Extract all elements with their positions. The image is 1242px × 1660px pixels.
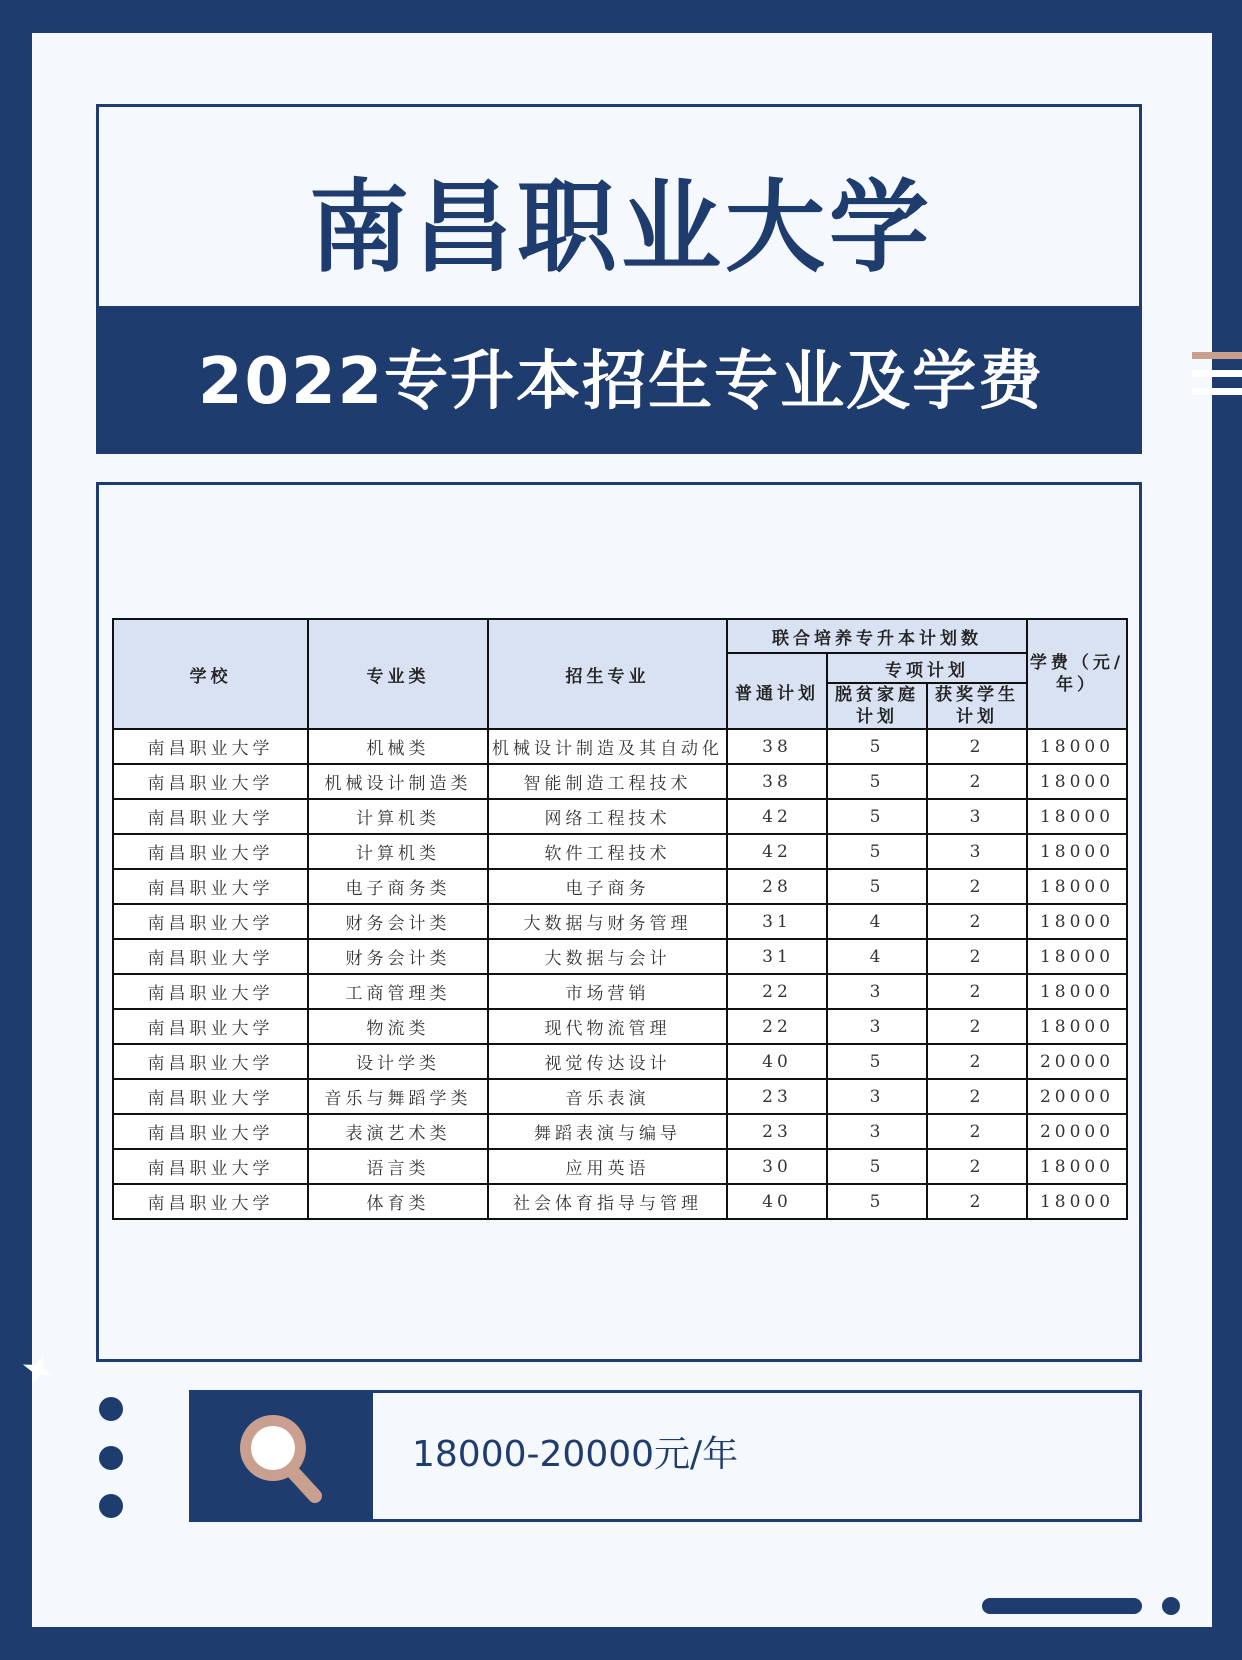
cell-school: 南昌职业大学 <box>113 869 308 904</box>
cell-category: 财务会计类 <box>308 939 488 974</box>
cell-fee: 18000 <box>1027 869 1127 904</box>
cell-fee: 18000 <box>1027 799 1127 834</box>
cell-category: 表演艺术类 <box>308 1114 488 1149</box>
table-row <box>113 834 1127 869</box>
cell-regular: 22 <box>727 1009 827 1044</box>
cell-fee: 18000 <box>1027 834 1127 869</box>
cell-category: 计算机类 <box>308 834 488 869</box>
cell-poverty: 5 <box>827 729 927 764</box>
cell-major: 智能制造工程技术 <box>488 764 727 799</box>
cell-award: 2 <box>927 1044 1027 1079</box>
cell-school: 南昌职业大学 <box>113 764 308 799</box>
fee-summary-text: 18000-20000元/年 <box>412 1434 739 1475</box>
table-row <box>113 1009 1127 1044</box>
table-row <box>113 729 1127 764</box>
table-row <box>113 799 1127 834</box>
header-plan-group: 联合培养专升本计划数 <box>727 619 1027 653</box>
cell-major: 音乐表演 <box>488 1079 727 1114</box>
cell-poverty: 5 <box>827 834 927 869</box>
cell-award: 2 <box>927 729 1027 764</box>
cell-major: 市场营销 <box>488 974 727 1009</box>
cell-category: 财务会计类 <box>308 904 488 939</box>
cell-school: 南昌职业大学 <box>113 1079 308 1114</box>
cell-major: 电子商务 <box>488 869 727 904</box>
table-row <box>113 764 1127 799</box>
cell-award: 3 <box>927 834 1027 869</box>
cell-school: 南昌职业大学 <box>113 799 308 834</box>
search-icon <box>189 1390 373 1522</box>
bullet-dot <box>99 1494 123 1518</box>
cell-regular: 31 <box>727 904 827 939</box>
cell-school: 南昌职业大学 <box>113 729 308 764</box>
page-title: 南昌职业大学 <box>309 169 933 286</box>
cell-poverty: 5 <box>827 1149 927 1184</box>
cell-category: 物流类 <box>308 1009 488 1044</box>
cell-category: 工商管理类 <box>308 974 488 1009</box>
table-row <box>113 1149 1127 1184</box>
cell-major: 大数据与会计 <box>488 939 727 974</box>
cell-category: 音乐与舞蹈学类 <box>308 1079 488 1114</box>
cell-school: 南昌职业大学 <box>113 1114 308 1149</box>
cell-category: 体育类 <box>308 1184 488 1219</box>
cell-regular: 22 <box>727 974 827 1009</box>
table-row <box>113 904 1127 939</box>
bullet-dot <box>99 1446 123 1470</box>
cell-major: 视觉传达设计 <box>488 1044 727 1079</box>
cell-award: 2 <box>927 1009 1027 1044</box>
cell-category: 设计学类 <box>308 1044 488 1079</box>
cell-award: 2 <box>927 764 1027 799</box>
cell-award: 2 <box>927 1184 1027 1219</box>
cell-regular: 40 <box>727 1044 827 1079</box>
table-row <box>113 939 1127 974</box>
cell-major: 现代物流管理 <box>488 1009 727 1044</box>
header-category: 专业类 <box>308 619 488 729</box>
cell-fee: 18000 <box>1027 939 1127 974</box>
cell-regular: 23 <box>727 1114 827 1149</box>
header-major: 招生专业 <box>488 619 727 729</box>
cell-fee: 18000 <box>1027 1184 1127 1219</box>
cell-poverty: 3 <box>827 1079 927 1114</box>
cell-fee: 18000 <box>1027 1149 1127 1184</box>
decorative-dot <box>1162 1597 1180 1615</box>
header-special-group: 专项计划 <box>827 653 1027 683</box>
cell-poverty: 3 <box>827 1114 927 1149</box>
cell-major: 社会体育指导与管理 <box>488 1184 727 1219</box>
cell-school: 南昌职业大学 <box>113 1009 308 1044</box>
cell-category: 机械类 <box>308 729 488 764</box>
header-regular: 普通计划 <box>727 653 827 729</box>
cell-fee: 18000 <box>1027 904 1127 939</box>
cell-school: 南昌职业大学 <box>113 974 308 1009</box>
cell-fee: 20000 <box>1027 1044 1127 1079</box>
table-row <box>113 869 1127 904</box>
cell-major: 软件工程技术 <box>488 834 727 869</box>
bullet-dot <box>99 1397 123 1421</box>
table-row <box>113 1184 1127 1219</box>
table-row <box>113 974 1127 1009</box>
cell-fee: 18000 <box>1027 764 1127 799</box>
cell-award: 3 <box>927 799 1027 834</box>
cell-award: 2 <box>927 974 1027 1009</box>
cell-poverty: 5 <box>827 869 927 904</box>
decorative-pill <box>982 1598 1142 1614</box>
cell-award: 2 <box>927 939 1027 974</box>
header-poverty: 脱贫家庭计划 <box>827 683 927 729</box>
cell-award: 2 <box>927 1079 1027 1114</box>
cell-major: 舞蹈表演与编导 <box>488 1114 727 1149</box>
cell-regular: 38 <box>727 729 827 764</box>
cell-major: 大数据与财务管理 <box>488 904 727 939</box>
cell-school: 南昌职业大学 <box>113 1044 308 1079</box>
cell-regular: 30 <box>727 1149 827 1184</box>
cell-poverty: 5 <box>827 764 927 799</box>
cell-regular: 42 <box>727 799 827 834</box>
enrollment-table <box>112 618 1128 1220</box>
cell-regular: 31 <box>727 939 827 974</box>
decorative-lines <box>1192 352 1242 398</box>
cell-poverty: 5 <box>827 1184 927 1219</box>
cell-regular: 23 <box>727 1079 827 1114</box>
cell-school: 南昌职业大学 <box>113 939 308 974</box>
cell-poverty: 3 <box>827 1009 927 1044</box>
cell-major: 机械设计制造及其自动化 <box>488 729 727 764</box>
cell-award: 2 <box>927 1114 1027 1149</box>
cell-award: 2 <box>927 1149 1027 1184</box>
cell-regular: 38 <box>727 764 827 799</box>
cell-school: 南昌职业大学 <box>113 1149 308 1184</box>
cell-category: 机械设计制造类 <box>308 764 488 799</box>
cell-poverty: 3 <box>827 974 927 1009</box>
cell-award: 2 <box>927 904 1027 939</box>
cell-category: 电子商务类 <box>308 869 488 904</box>
cell-category: 计算机类 <box>308 799 488 834</box>
cell-fee: 20000 <box>1027 1079 1127 1114</box>
header-award: 获奖学生计划 <box>927 683 1027 729</box>
table-row <box>113 1079 1127 1114</box>
cell-major: 应用英语 <box>488 1149 727 1184</box>
cell-poverty: 4 <box>827 939 927 974</box>
cell-school: 南昌职业大学 <box>113 904 308 939</box>
cell-school: 南昌职业大学 <box>113 834 308 869</box>
cell-poverty: 5 <box>827 799 927 834</box>
table-row <box>113 1044 1127 1079</box>
fee-icon-block <box>189 1390 373 1522</box>
table-row <box>113 1114 1127 1149</box>
page-subtitle: 2022专升本招生专业及学费 <box>198 345 1045 419</box>
cell-fee: 18000 <box>1027 1009 1127 1044</box>
cell-school: 南昌职业大学 <box>113 1184 308 1219</box>
cell-major: 网络工程技术 <box>488 799 727 834</box>
cell-poverty: 5 <box>827 1044 927 1079</box>
header-school: 学校 <box>113 619 308 729</box>
header-fee: 学费（元/年） <box>1027 619 1127 729</box>
cell-fee: 18000 <box>1027 729 1127 764</box>
cross-sparkle-icon <box>18 1350 58 1390</box>
cell-category: 语言类 <box>308 1149 488 1184</box>
cell-regular: 42 <box>727 834 827 869</box>
cell-regular: 28 <box>727 869 827 904</box>
table-body <box>113 729 1127 1219</box>
cell-fee: 20000 <box>1027 1114 1127 1149</box>
cell-award: 2 <box>927 869 1027 904</box>
cell-poverty: 4 <box>827 904 927 939</box>
cell-regular: 40 <box>727 1184 827 1219</box>
cell-fee: 18000 <box>1027 974 1127 1009</box>
